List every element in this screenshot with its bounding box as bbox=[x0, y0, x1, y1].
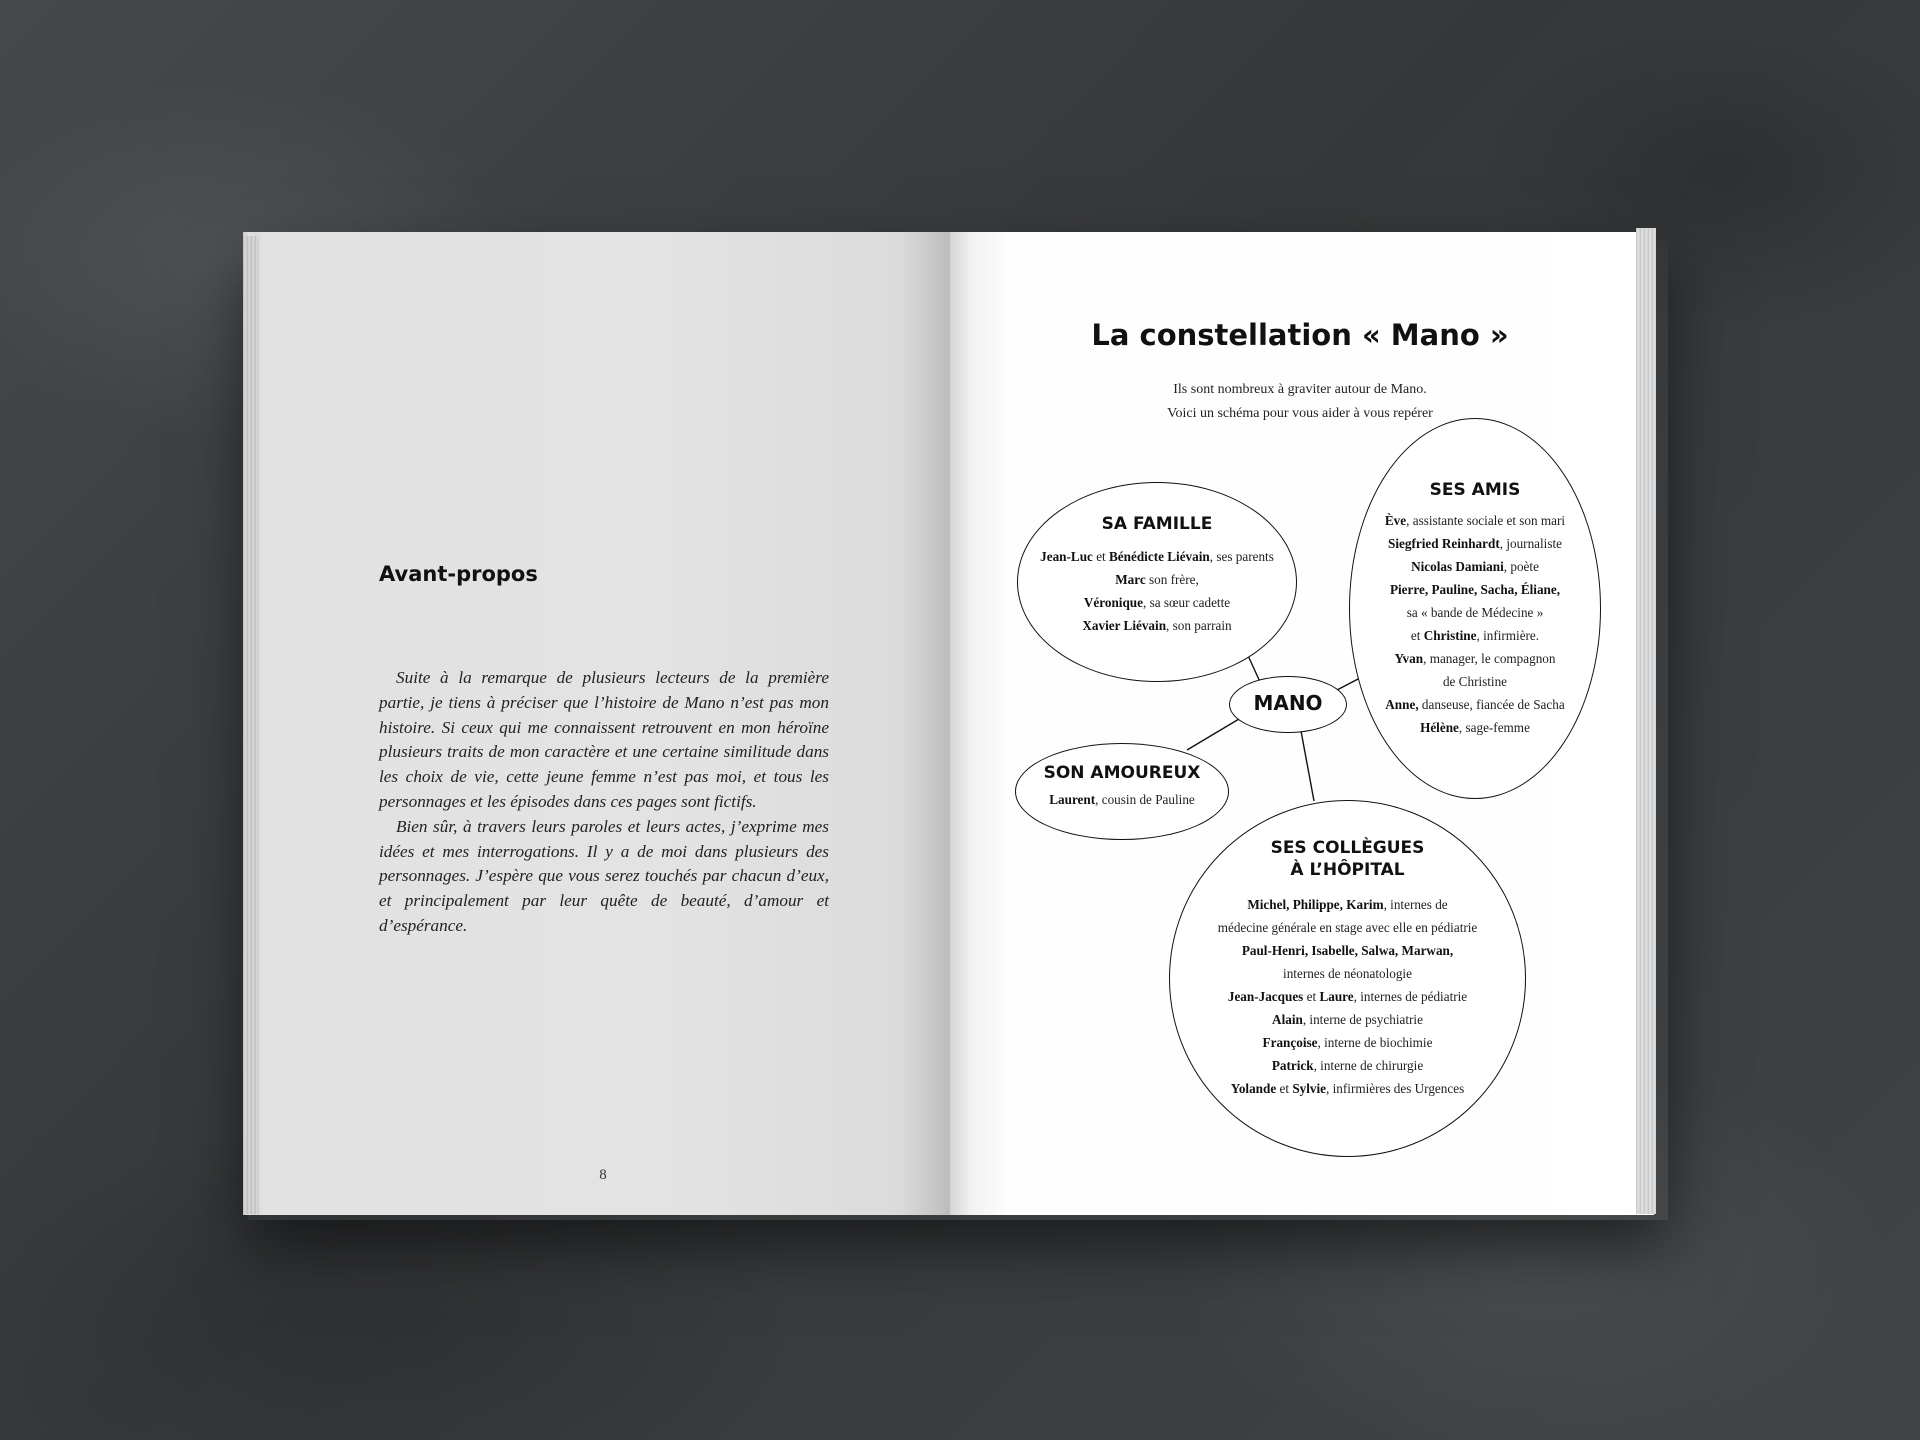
bubble-line: Véronique, sa sœur cadette bbox=[1083, 595, 1231, 610]
bubble-line: Jean-Luc et Bénédicte Liévain, ses parents bbox=[1040, 549, 1274, 564]
bubble-line: Patrick, interne de chirurgie bbox=[1271, 1058, 1424, 1073]
avant-propos-heading: Avant-propos bbox=[379, 562, 538, 586]
bubble-line: Marc son frère, bbox=[1115, 572, 1199, 587]
bubble-line: Ève, assistante sociale et son mari bbox=[1384, 513, 1566, 528]
bubble-mano bbox=[1229, 676, 1347, 733]
bubble-line: Françoise, interne de biochimie bbox=[1262, 1035, 1433, 1050]
subtitle-line: Voici un schéma pour vous aider à vous repérer bbox=[1167, 406, 1433, 421]
bubble-line: internes de néonatologie bbox=[1283, 966, 1412, 981]
bubble-line: Alain, interne de psychiatrie bbox=[1272, 1012, 1423, 1027]
bubble-line: Pierre, Pauline, Sacha, Éliane, bbox=[1389, 582, 1561, 597]
bubble-line: Michel, Philippe, Karim, internes de bbox=[1247, 897, 1448, 912]
bubble-line: sa « bande de Médecine » bbox=[1406, 605, 1544, 620]
paragraph: Bien sûr, à travers leurs paroles et leurs actes, j’exprime mes idées et mes interrogations. Il y a de moi dans plusieurs des personnages. J’espère que vous serez touchés par chacun d’eux, et principalement par leur quête de beauté, d’amour et d’espérance. bbox=[379, 816, 829, 935]
subtitle-line: Ils sont nombreux à graviter autour de Mano. bbox=[1173, 382, 1427, 397]
bubble-line: Laurent, cousin de Pauline bbox=[1049, 792, 1195, 807]
bubble-line: Anne, danseuse, fiancée de Sacha bbox=[1385, 697, 1565, 712]
bubble-line: de Christine bbox=[1442, 674, 1508, 689]
bubble-famille bbox=[1017, 482, 1297, 682]
bubble-line: Yvan, manager, le compagnon bbox=[1394, 651, 1556, 666]
connector-collegues bbox=[1301, 731, 1314, 801]
bubble-line: Hélène, sage-femme bbox=[1420, 720, 1530, 735]
bubble-line: Xavier Liévain, son parrain bbox=[1082, 618, 1232, 633]
page-number: 8 bbox=[599, 1167, 607, 1183]
constellation-title: La constellation « Mano » bbox=[1091, 318, 1509, 352]
paragraph: Suite à la remarque de plusieurs lecteurs de la première partie, je tiens à préciser que l’histoire de Mano n’est pas mon histoire. Si ceux qui me connaissent retrouvent en mon héroïne plusieurs traits de mon caractère et une certaine similitude dans les choix de vie, cette jeune femme n’est pas moi, et tous les personnages et les épisodes dans ces pages sont fictifs. bbox=[379, 668, 829, 811]
bubble-amis bbox=[1349, 418, 1601, 799]
bubble-collegues bbox=[1169, 800, 1526, 1157]
bubble-title: SA FAMILLE bbox=[1101, 514, 1213, 534]
bubble-line: Paul-Henri, Isabelle, Salwa, Marwan, bbox=[1241, 943, 1454, 958]
bubble-line: Yolande et Sylvie, infirmières des Urgences bbox=[1230, 1081, 1465, 1096]
bubble-title: SES COLLÈGUES À L’HÔPITAL bbox=[1270, 838, 1425, 880]
bubble-amoureux bbox=[1015, 743, 1229, 840]
bubble-line: Jean-Jacques et Laure, internes de pédiatrie bbox=[1227, 989, 1468, 1004]
bubble-title: SES AMIS bbox=[1429, 480, 1521, 500]
bubble-line: Siegfried Reinhardt, journaliste bbox=[1388, 536, 1562, 551]
bubble-line: et Christine, infirmière. bbox=[1410, 628, 1540, 643]
bubble-line: Nicolas Damiani, poète bbox=[1411, 559, 1539, 574]
bubble-line: médecine générale en stage avec elle en pédiatrie bbox=[1217, 920, 1478, 935]
bubble-title: SON AMOUREUX bbox=[1043, 763, 1201, 783]
center-label: MANO bbox=[1253, 691, 1323, 715]
